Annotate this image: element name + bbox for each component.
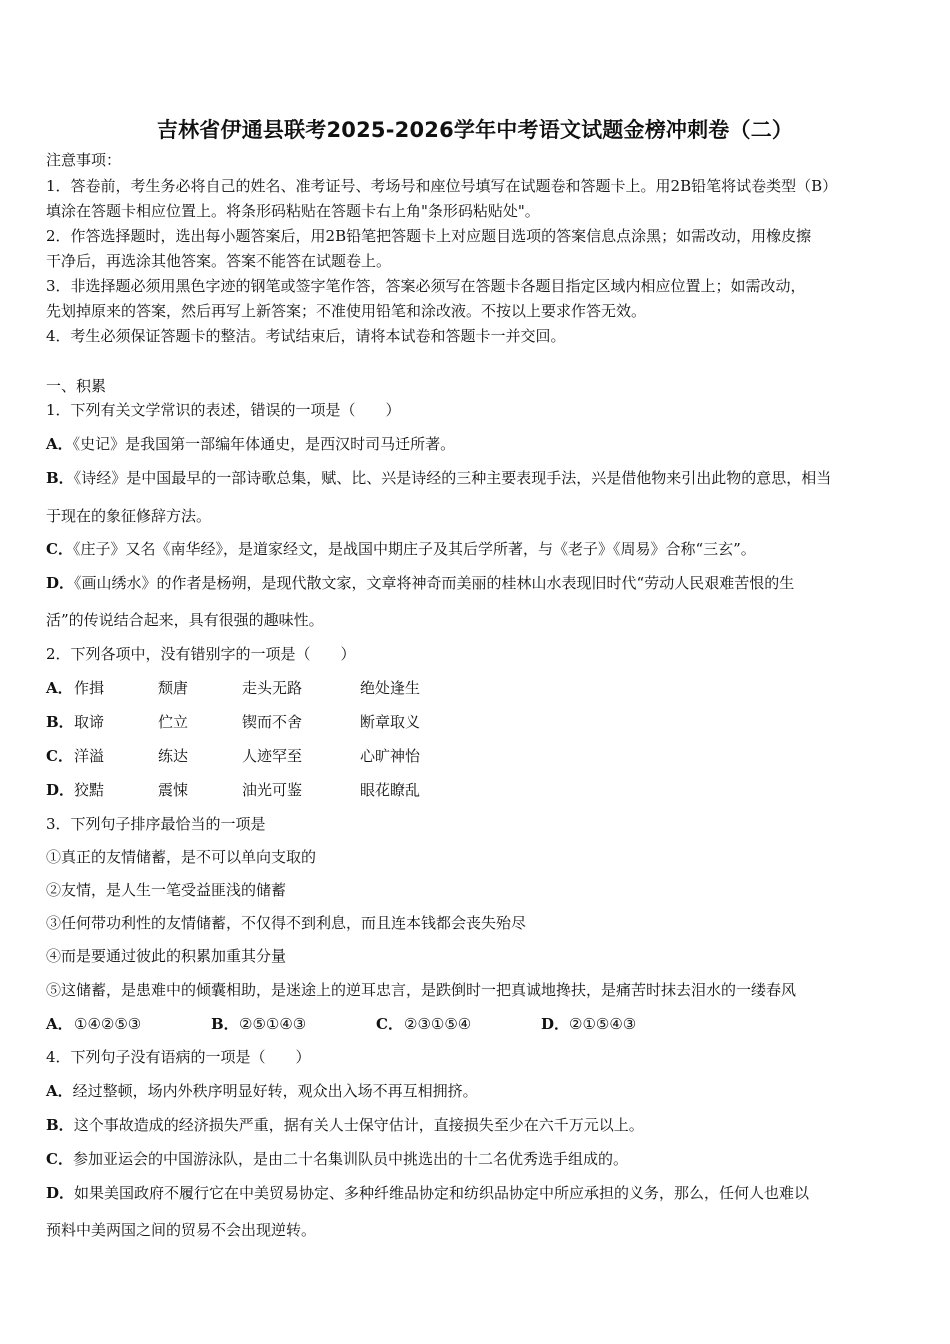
option-text: 参加亚运会的中国游泳队，是由二十名集训队员中挑选出的十二名优秀选手组成的。: [72, 1150, 628, 1168]
sentence: ②友情，是人生一笔受益匪浅的储蓄: [46, 881, 287, 899]
option-label: A．: [46, 1015, 73, 1033]
notice-line: 干净后，再选涂其他答案。答案不能答在试题卷上。: [46, 252, 392, 270]
option-word: 绝处逢生: [360, 679, 421, 697]
option-label: D．: [541, 1015, 570, 1033]
option-word: 颓唐: [158, 679, 189, 697]
option-a: [46, 1081, 478, 1101]
option-b-continued: 于现在的象征修辞方法。: [46, 507, 212, 525]
option-label: D．: [46, 574, 75, 592]
notice-line: 填涂在答题卡相应位置上。将条形码粘贴在答题卡右上角"条形码粘贴处"。: [46, 202, 540, 220]
option-text: 《诗经》是中国最早的一部诗歌总集，赋、比、兴是诗经的三种主要表现手法，兴是借他物来引出此物的意思，相当: [73, 469, 832, 487]
option-text: ②③①⑤④: [404, 1015, 472, 1033]
option-text: 经过整顿，场内外秩序明显好转，观众出入场不再互相拥挤。: [72, 1082, 478, 1100]
option-b: [46, 468, 831, 488]
option-label: B．: [211, 1015, 239, 1033]
notice-line: 3．非选择题必须用黑色字迹的钢笔或签字笔作答，答案必须写在答题卡各题目指定区域内相应位置上；如需改动，: [46, 277, 806, 295]
option-label: A．: [46, 435, 73, 453]
option-word: 震悚: [158, 781, 189, 799]
question-stem: 2．下列各项中，没有错别字的一项是（ ）: [46, 645, 356, 663]
option-text: 《庄子》又名《南华经》，是道家经文，是战国中期庄子及其后学所著，与《老子》《周易》合称“三玄”。: [72, 540, 756, 558]
option-word: 狡黠: [74, 781, 105, 799]
question-stem: 3．下列句子排序最恰当的一项是: [46, 815, 266, 833]
option-word: 眼花瞭乱: [360, 781, 421, 799]
option-label: A．: [46, 1082, 73, 1100]
option-word: 油光可鉴: [242, 781, 303, 799]
sentence: ①真正的友情储蓄，是不可以单向支取的: [46, 848, 317, 866]
sentence: ⑤这储蓄，是患难中的倾囊相助，是迷途上的逆耳忠言，是跌倒时一把真诚地搀扶，是痛苦时抹去泪水的一缕春风: [46, 981, 797, 999]
option-d-continued: 预料中美两国之间的贸易不会出现逆转。: [46, 1221, 317, 1239]
question-stem: 4．下列句子没有语病的一项是（ ）: [46, 1048, 311, 1066]
option-word: 锲而不舍: [242, 713, 303, 731]
option-label: C．: [46, 540, 73, 558]
option-label: D．: [46, 781, 75, 799]
option-word: 心旷神怡: [360, 747, 421, 765]
notice-heading: 注意事项：: [46, 151, 122, 169]
sentence: ④而是要通过彼此的积累加重其分量: [46, 947, 287, 965]
option-text: 《画山绣水》的作者是杨朔，是现代散文家，文章将神奇而美丽的桂林山水表现旧时代“劳动人民艰难苦恨的生: [74, 574, 795, 592]
option-text: ①④②⑤③: [74, 1015, 142, 1033]
option-label: B．: [46, 713, 74, 731]
option-d: [46, 573, 794, 593]
option-word: 人迹罕至: [242, 747, 303, 765]
option-word: 练达: [158, 747, 189, 765]
option-text: 《史记》是我国第一部编年体通史，是西汉时司马迁所著。: [72, 435, 456, 453]
option-word: 洋溢: [74, 747, 105, 765]
notice-line: 4．考生必须保证答题卡的整洁。考试结束后，请将本试卷和答题卡一并交回。: [46, 327, 566, 345]
option-c: [46, 1149, 628, 1169]
option-label: B．: [46, 1116, 74, 1134]
sentence: ③任何带功利性的友情储蓄，不仅得不到利息，而且连本钱都会丧失殆尽: [46, 914, 527, 932]
notice-line: 先划掉原来的答案，然后再写上新答案；不准使用铅笔和涂改液。不按以上要求作答无效。: [46, 302, 647, 320]
option-d: [46, 1183, 809, 1203]
option-word: 作揖: [74, 679, 105, 697]
option-label: B．: [46, 469, 74, 487]
page-title: 吉林省伊通县联考2025-2026学年中考语文试题金榜冲刺卷（二）: [156, 118, 794, 142]
option-c: [46, 539, 756, 559]
option-text: ②①⑤④③: [569, 1015, 637, 1033]
option-b: [46, 1115, 644, 1135]
option-label: C．: [376, 1015, 403, 1033]
option-text: 这个事故造成的经济损失严重，据有关人士保守估计，直接损失至少在六千万元以上。: [73, 1116, 644, 1134]
notice-line: 1．答卷前，考生务必将自己的姓名、准考证号、考场号和座位号填写在试题卷和答题卡上。用2B铅笔将试卷类型（B）: [46, 177, 838, 195]
option-d-continued: 活”的传说结合起来，具有很强的趣味性。: [46, 611, 324, 629]
option-label: C．: [46, 1150, 73, 1168]
option-word: 走头无路: [242, 679, 303, 697]
option-label: C．: [46, 747, 73, 765]
notice-line: 2．作答选择题时，选出每小题答案后，用2B铅笔把答题卡上对应题目选项的答案信息点涂黑；如需改动，用橡皮擦: [46, 227, 812, 245]
question-stem: 1．下列有关文学常识的表述，错误的一项是（ ）: [46, 401, 401, 419]
option-text: 如果美国政府不履行它在中美贸易协定、多种纤维品协定和纺织品协定中所应承担的义务，那么，任何人也难以: [74, 1184, 810, 1202]
option-label: D．: [46, 1184, 75, 1202]
option-text: ②⑤①④③: [239, 1015, 307, 1033]
section-heading: 一、积累: [46, 377, 107, 395]
option-a: [46, 434, 455, 454]
option-word: 取谛: [74, 713, 105, 731]
option-word: 断章取义: [360, 713, 421, 731]
option-word: 伫立: [158, 713, 189, 731]
option-label: A．: [46, 679, 73, 697]
